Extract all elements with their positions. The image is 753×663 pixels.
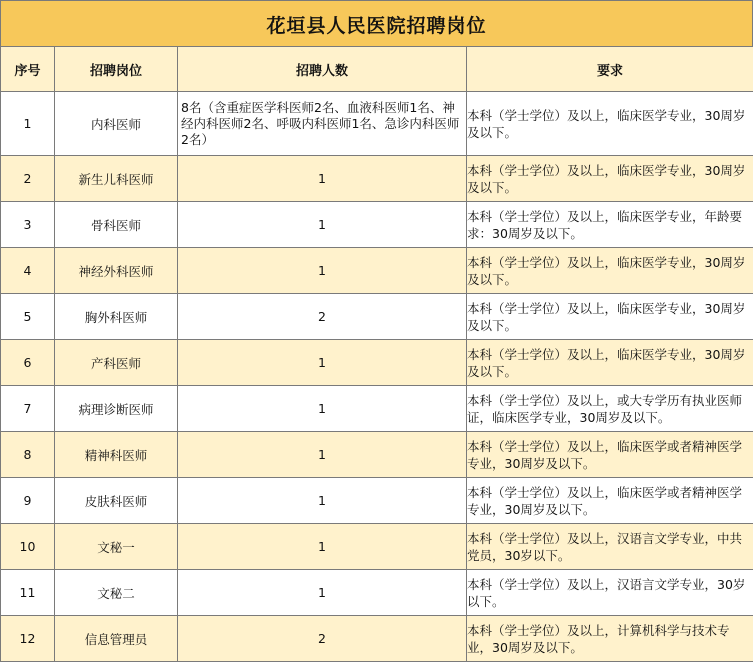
row-position: 神经外科医师	[55, 248, 178, 294]
table-row	[1, 340, 753, 386]
table-row	[1, 156, 753, 202]
header-count: 招聘人数	[178, 47, 467, 92]
header-position: 招聘岗位	[55, 47, 178, 92]
row-no: 2	[1, 156, 55, 202]
row-count: 1	[178, 432, 467, 478]
row-count: 1	[178, 570, 467, 616]
header-requirement: 要求	[467, 47, 753, 92]
row-count: 2	[178, 616, 467, 662]
table-row	[1, 478, 753, 524]
row-position: 产科医师	[55, 340, 178, 386]
row-requirement: 本科（学士学位）及以上，临床医学或者精神医学专业，30周岁及以下。	[467, 432, 753, 478]
row-position: 病理诊断医师	[55, 386, 178, 432]
row-count: 1	[178, 478, 467, 524]
row-requirement: 本科（学士学位）及以上，临床医学或者精神医学专业，30周岁及以下。	[467, 478, 753, 524]
row-count: 1	[178, 202, 467, 248]
table-row	[1, 202, 753, 248]
row-position: 文秘二	[55, 570, 178, 616]
table-row	[1, 294, 753, 340]
header-no: 序号	[1, 47, 55, 92]
row-count: 1	[178, 386, 467, 432]
table-row	[1, 432, 753, 478]
row-position: 新生儿科医师	[55, 156, 178, 202]
table-row	[1, 92, 753, 156]
row-no: 3	[1, 202, 55, 248]
row-count: 2	[178, 294, 467, 340]
sheet-title: 花垣县人民医院招聘岗位	[0, 0, 753, 47]
row-requirement: 本科（学士学位）及以上，计算机科学与技术专业，30周岁及以下。	[467, 616, 753, 662]
row-no: 12	[1, 616, 55, 662]
row-requirement: 本科（学士学位）及以上，或大专学历有执业医师证，临床医学专业，30周岁及以下。	[467, 386, 753, 432]
row-no: 10	[1, 524, 55, 570]
row-requirement: 本科（学士学位）及以上，汉语言文学专业，中共党员，30岁以下。	[467, 524, 753, 570]
row-count: 1	[178, 248, 467, 294]
row-position: 内科医师	[55, 92, 178, 156]
row-no: 4	[1, 248, 55, 294]
table-row	[1, 248, 753, 294]
table-row	[1, 616, 753, 662]
row-position: 文秘一	[55, 524, 178, 570]
row-requirement: 本科（学士学位）及以上，临床医学专业，30周岁及以下。	[467, 248, 753, 294]
row-no: 5	[1, 294, 55, 340]
row-position: 胸外科医师	[55, 294, 178, 340]
row-requirement: 本科（学士学位）及以上，汉语言文学专业，30岁以下。	[467, 570, 753, 616]
table-row	[1, 386, 753, 432]
table-row	[1, 570, 753, 616]
row-no: 9	[1, 478, 55, 524]
row-requirement: 本科（学士学位）及以上，临床医学专业，年龄要求：30周岁及以下。	[467, 202, 753, 248]
row-requirement: 本科（学士学位）及以上，临床医学专业，30周岁及以下。	[467, 92, 753, 156]
row-position: 骨科医师	[55, 202, 178, 248]
row-requirement: 本科（学士学位）及以上，临床医学专业，30周岁及以下。	[467, 340, 753, 386]
row-requirement: 本科（学士学位）及以上，临床医学专业，30周岁及以下。	[467, 294, 753, 340]
recruitment-table	[0, 46, 753, 662]
row-count: 1	[178, 340, 467, 386]
row-count: 1	[178, 156, 467, 202]
table-row	[1, 524, 753, 570]
row-position: 信息管理员	[55, 616, 178, 662]
row-no: 7	[1, 386, 55, 432]
row-position: 精神科医师	[55, 432, 178, 478]
row-position: 皮肤科医师	[55, 478, 178, 524]
row-no: 8	[1, 432, 55, 478]
row-count: 8名（含重症医学科医师2名、血液科医师1名、神经内科医师2名、呼吸内科医师1名、急诊内科医师2名）	[178, 92, 467, 156]
row-count: 1	[178, 524, 467, 570]
row-no: 6	[1, 340, 55, 386]
header-row	[1, 47, 753, 92]
row-no: 11	[1, 570, 55, 616]
row-requirement: 本科（学士学位）及以上，临床医学专业，30周岁及以下。	[467, 156, 753, 202]
row-no: 1	[1, 92, 55, 156]
